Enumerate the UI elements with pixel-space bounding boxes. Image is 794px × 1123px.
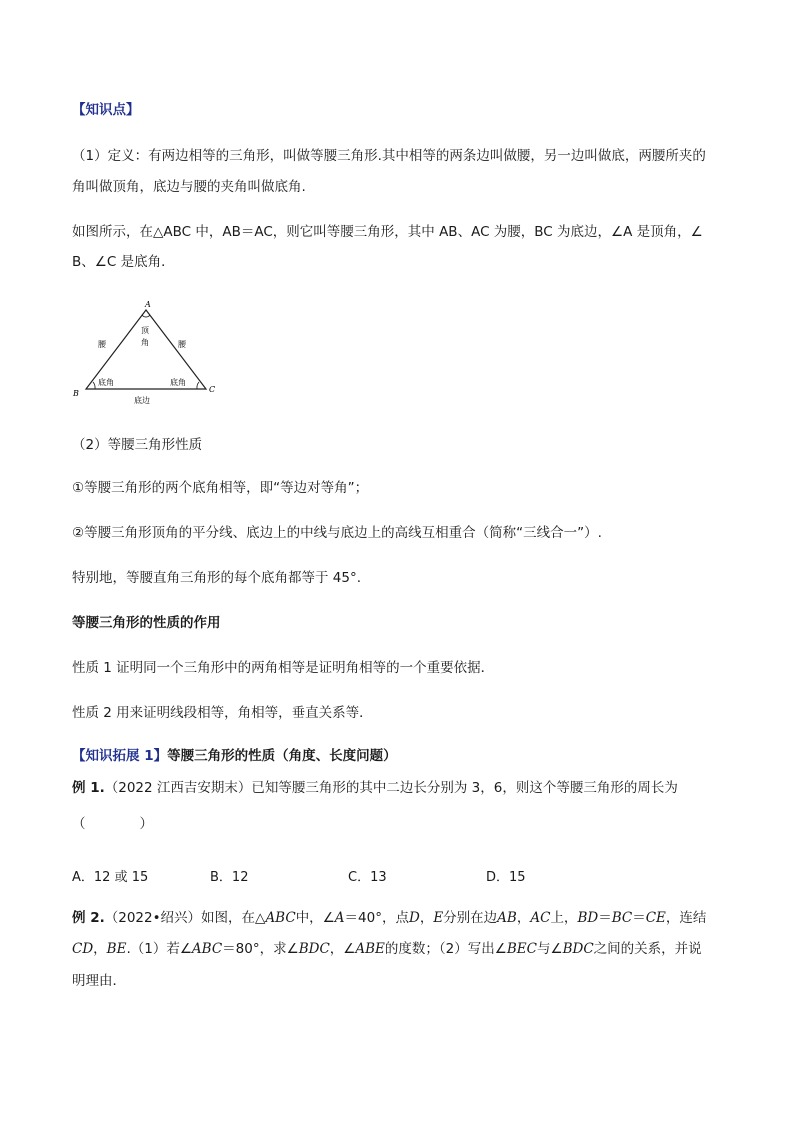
usage-property-1: 性质 1 证明同一个三角形中的两角相等是证明角相等的一个重要依据． <box>72 660 495 676</box>
ex2-var: BC <box>611 910 633 926</box>
apex-angle-arc <box>142 315 150 317</box>
example-2-label: 例 2. <box>72 910 105 926</box>
ex2-text: ＝ <box>598 910 612 926</box>
usage-property-2: 性质 2 用来证明线段相等，角相等，垂直关系等． <box>72 705 373 721</box>
ex2-text: ＝80°，求∠ <box>222 941 299 957</box>
ex2-var: BE <box>106 941 127 957</box>
example-description-line-1: 如图所示，在△ABC 中，AB＝AC，则它叫等腰三角形，其中 AB、AC 为腰，BC 为底边，∠A 是顶角，∠ <box>72 224 703 240</box>
base-label: 底边 <box>134 396 150 405</box>
ex2-text: ， <box>93 941 107 957</box>
ex2-text: ，∠ <box>329 941 356 957</box>
option-b: B．12 <box>210 870 249 885</box>
ex2-var: AC <box>530 910 551 926</box>
extension-title: 等腰三角形的性质（角度、长度问题） <box>167 748 397 764</box>
option-d: D．15 <box>486 870 526 885</box>
definition-line-1: （1）定义：有两边相等的三角形，叫做等腰三角形.其中相等的两条边叫做腰，另一边叫做底，两腰所夹的 <box>72 148 706 164</box>
ex2-text: ＝ <box>632 910 646 926</box>
properties-usage-heading: 等腰三角形的性质的作用 <box>72 615 221 631</box>
ex2-text: ，连结 <box>665 910 707 926</box>
ex2-text: （2022•绍兴）如图，在△ <box>104 910 266 926</box>
ex2-var: BD <box>577 910 599 926</box>
ex2-var: ABC <box>265 910 296 926</box>
ex2-text: ＝40°，点 <box>344 910 409 926</box>
ex2-var: CE <box>645 910 666 926</box>
ex2-text: 上， <box>550 910 578 926</box>
ex2-text: 分别在边 <box>443 910 498 926</box>
example-2-line-1 <box>72 908 706 928</box>
right-base-angle-label: 底角 <box>170 378 186 387</box>
knowledge-heading: 【知识点】 <box>72 102 140 118</box>
ex2-text: 之间的关系，并说 <box>593 941 702 957</box>
isosceles-triangle-figure <box>68 296 228 411</box>
example-description-line-2: B、∠C 是底角． <box>72 254 175 270</box>
ex2-text: 中，∠ <box>295 910 335 926</box>
right-base-angle-arc <box>197 382 199 389</box>
right-leg-label: 腰 <box>178 340 186 349</box>
ex2-var: BEC <box>506 941 537 957</box>
example-1-text: （2022 江西吉安期末）已知等腰三角形的其中二边长分别为 3，6，则这个等腰三角形的周长为 <box>104 780 678 796</box>
extension-tag: 【知识拓展 1】 <box>72 748 168 764</box>
ex2-var: BDC <box>298 941 330 957</box>
example-2-line-2 <box>72 939 702 959</box>
example-1-answer-blank: （ ） <box>72 816 153 832</box>
left-leg-label: 腰 <box>98 340 106 349</box>
ex2-text: ， <box>516 910 531 926</box>
apex-angle-label-top: 顶 <box>141 326 149 335</box>
vertex-c-label: C <box>209 385 216 394</box>
ex2-var: E <box>433 910 444 926</box>
ex2-text: .（1）若∠ <box>126 941 192 957</box>
ex2-text: 与∠ <box>536 941 563 957</box>
example-1-question <box>72 778 678 798</box>
option-a: A．12 或 15 <box>72 870 149 885</box>
apex-angle-label-bottom: 角 <box>141 338 149 347</box>
ex2-var: AB <box>497 910 517 926</box>
ex2-var: CD <box>72 941 94 957</box>
example-1-label: 例 1. <box>72 780 105 796</box>
ex2-var: ABC <box>191 941 223 957</box>
property-1: ①等腰三角形的两个底角相等，即“等边对等角”； <box>72 480 369 496</box>
ex2-var: D <box>408 910 420 926</box>
ex2-var: ABE <box>355 941 385 957</box>
property-2: ②等腰三角形顶角的平分线、底边上的中线与底边上的高线互相重合（简称“三线合一”）. <box>72 525 602 541</box>
left-base-angle-label: 底角 <box>98 378 114 387</box>
vertex-a-label: A <box>145 300 151 309</box>
ex2-text: 的度数；（2）写出∠ <box>384 941 507 957</box>
definition-line-2: 角叫做顶角，底边与腰的夹角叫做底角. <box>72 179 306 195</box>
vertex-b-label: B <box>73 389 79 398</box>
ex2-var: A <box>334 910 345 926</box>
option-c: C．13 <box>348 870 387 885</box>
special-case: 特别地，等腰直角三角形的每个底角都等于 45°. <box>72 570 362 586</box>
example-2-line-3: 明理由． <box>72 973 126 989</box>
ex2-text: ， <box>419 910 434 926</box>
properties-heading: （2）等腰三角形性质 <box>72 437 203 453</box>
left-base-angle-arc <box>93 382 95 389</box>
ex2-var: BDC <box>562 941 594 957</box>
extension-heading <box>72 746 397 766</box>
